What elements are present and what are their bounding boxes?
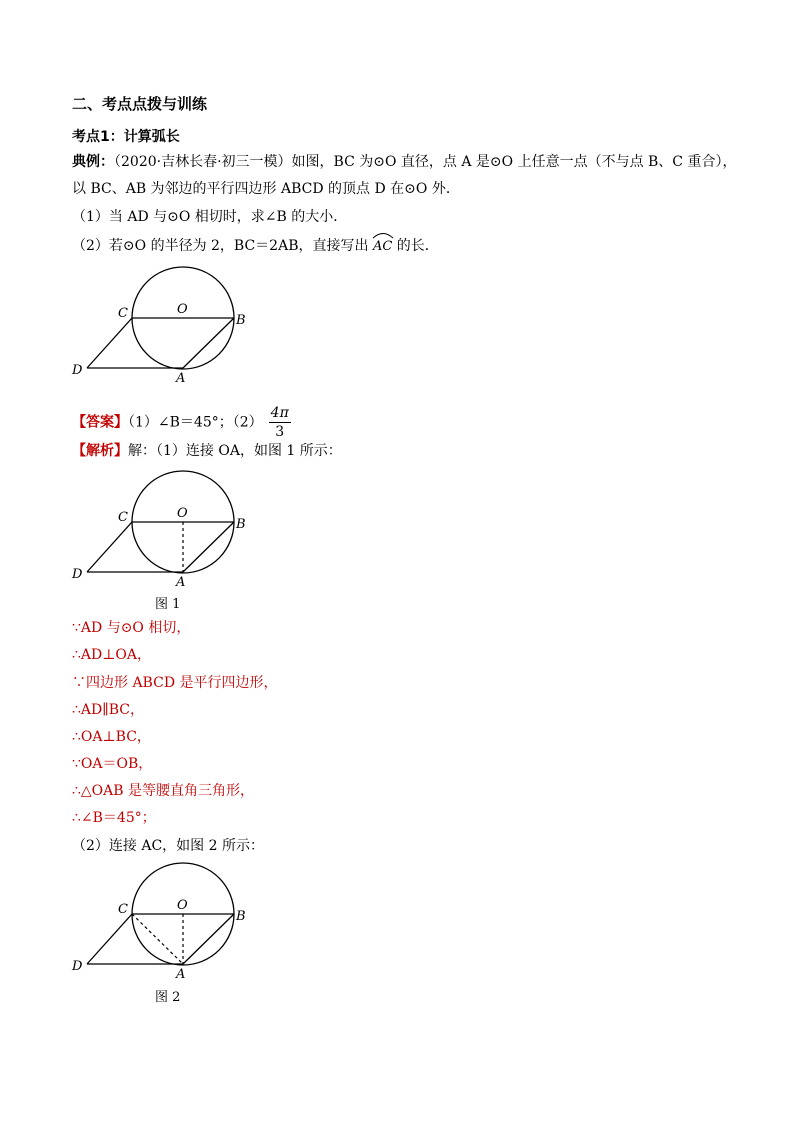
side-ab bbox=[183, 318, 234, 368]
example-label: 典例： bbox=[72, 154, 114, 170]
analysis-intro: 解：（1）连接 OA，如图 1 所示： bbox=[128, 443, 342, 459]
analysis-step: ∵AD 与⊙O 相切， bbox=[72, 620, 191, 636]
example-text-2: 以 BC、AB 为邻边的平行四边形 ABCD 的顶点 D 在⊙O 外． bbox=[72, 181, 460, 197]
answer-part1: （1）∠B＝45°；（2） bbox=[128, 414, 263, 431]
analysis-part-2: （2）连接 AC，如图 2 所示： bbox=[72, 838, 264, 854]
question-2-after: 的长． bbox=[396, 238, 439, 254]
side-ab bbox=[183, 914, 234, 964]
side-cd bbox=[87, 522, 132, 572]
figure-1-caption: 图 1 bbox=[155, 597, 181, 612]
label-b: B bbox=[236, 313, 246, 328]
analysis-intro-line bbox=[72, 441, 342, 461]
section-title: 二、考点点拨与训练 bbox=[72, 95, 208, 113]
side-ab bbox=[183, 522, 234, 572]
question-1: （1）当 AD 与⊙O 相切时，求∠B 的大小． bbox=[72, 209, 348, 225]
example-line-1 bbox=[72, 152, 736, 172]
label-a: A bbox=[176, 371, 186, 386]
label-d: D bbox=[72, 567, 83, 582]
analysis-step: ∵四边形 ABCD 是平行四边形， bbox=[72, 675, 278, 691]
answer-fraction bbox=[269, 404, 291, 441]
analysis-step: ∴∠B＝45°； bbox=[72, 810, 156, 826]
label-a: A bbox=[176, 967, 186, 982]
figure-main bbox=[66, 262, 266, 387]
point-title: 考点1：计算弧长 bbox=[72, 129, 180, 145]
fraction-denominator: 3 bbox=[275, 424, 285, 440]
example-text-1: （2020·吉林长春·初三一模）如图，BC 为⊙O 直径，点 A 是⊙O 上任意一点（不与点 B、C 重合）， bbox=[114, 154, 737, 170]
answer-line bbox=[72, 404, 291, 441]
analysis-step: ∴AD∥BC， bbox=[72, 702, 144, 718]
label-a: A bbox=[176, 575, 186, 590]
analysis-tag: 【解析】 bbox=[72, 443, 128, 459]
label-b: B bbox=[236, 517, 246, 532]
side-cd bbox=[87, 318, 132, 368]
figure-2 bbox=[66, 858, 266, 983]
label-o: O bbox=[177, 302, 188, 317]
arc-ac-text: AC bbox=[372, 239, 393, 254]
fraction-numerator: 4π bbox=[270, 405, 289, 421]
question-2 bbox=[72, 236, 439, 257]
analysis-step: ∴△OAB 是等腰直角三角形， bbox=[72, 783, 254, 799]
analysis-step: ∵OA＝OB， bbox=[72, 756, 153, 772]
figure-1 bbox=[66, 466, 266, 591]
dashed-ac bbox=[132, 914, 183, 964]
arc-symbol-icon bbox=[372, 231, 394, 239]
label-c: C bbox=[118, 306, 128, 321]
answer-tag: 【答案】 bbox=[72, 414, 128, 431]
arc-ac-label bbox=[373, 237, 392, 257]
analysis-step: ∴AD⊥OA， bbox=[72, 647, 151, 663]
label-c: C bbox=[118, 902, 128, 917]
label-d: D bbox=[72, 363, 83, 378]
analysis-step: ∴OA⊥BC， bbox=[72, 729, 151, 745]
label-o: O bbox=[177, 898, 188, 913]
label-o: O bbox=[177, 506, 188, 521]
label-c: C bbox=[118, 510, 128, 525]
label-b: B bbox=[236, 909, 246, 924]
label-d: D bbox=[72, 959, 83, 974]
question-2-before: （2）若⊙O 的半径为 2，BC＝2AB，直接写出 bbox=[72, 238, 369, 254]
side-cd bbox=[87, 914, 132, 964]
figure-2-caption: 图 2 bbox=[155, 990, 181, 1005]
